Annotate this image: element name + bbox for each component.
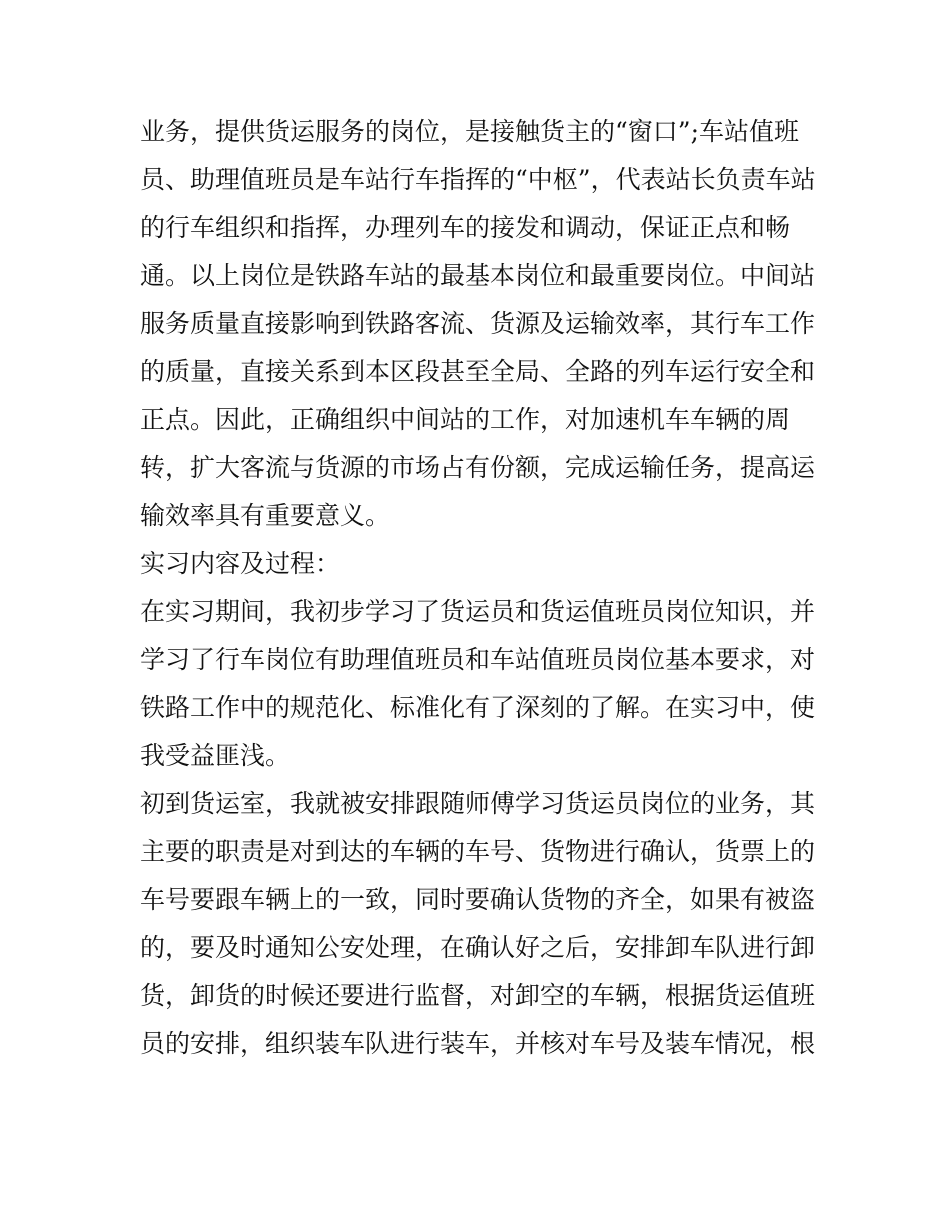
document-body: [140, 108, 820, 1068]
text-line: 车号要跟车辆上的一致，同时要确认货物的齐全，如果有被盗: [140, 885, 816, 914]
text-line: 正点。因此，正确组织中间站的工作，对加速机车车辆的周: [140, 405, 791, 434]
text-line: 我受益匪浅。: [140, 741, 291, 770]
text-line: 员、助理值班员是车站行车指挥的“中枢”，代表站长负责车站: [140, 165, 816, 194]
text-line: 业务，提供货运服务的岗位，是接触货主的“窗口”;车站值班: [140, 117, 799, 146]
text-line: 学习了行车岗位有助理值班员和车站值班员岗位基本要求，对: [140, 645, 816, 674]
text-line: 货，卸货的时候还要进行监督，对卸空的车辆，根据货运值班: [140, 981, 816, 1010]
text-line: 的质量，直接关系到本区段甚至全局、全路的列车运行安全和: [140, 357, 816, 386]
text-line: 转，扩大客流与货源的市场占有份额，完成运输任务，提高运: [140, 453, 816, 482]
section-heading: 实习内容及过程：: [140, 549, 341, 578]
text-line: 员的安排，组织装车队进行装车，并核对车号及装车情况，根: [140, 1029, 816, 1058]
text-line: 初到货运室，我就被安排跟随师傅学习货运员岗位的业务，其: [140, 789, 816, 818]
text-line: 服务质量直接影响到铁路客流、货源及运输效率，其行车工作: [140, 309, 816, 338]
text-line: 铁路工作中的规范化、标准化有了深刻的了解。在实习中，使: [140, 693, 816, 722]
text-line: 通。以上岗位是铁路车站的最基本岗位和最重要岗位。中间站: [140, 261, 816, 290]
text-line: 的行车组织和指挥，办理列车的接发和调动，保证正点和畅: [140, 213, 791, 242]
text-line: 的，要及时通知公安处理，在确认好之后，安排卸车队进行卸: [140, 933, 816, 962]
text-line: 在实习期间，我初步学习了货运员和货运值班员岗位知识，并: [140, 597, 816, 626]
text-line: 输效率具有重要意义。: [140, 501, 391, 530]
text-line: 主要的职责是对到达的车辆的车号、货物进行确认，货票上的: [140, 837, 816, 866]
